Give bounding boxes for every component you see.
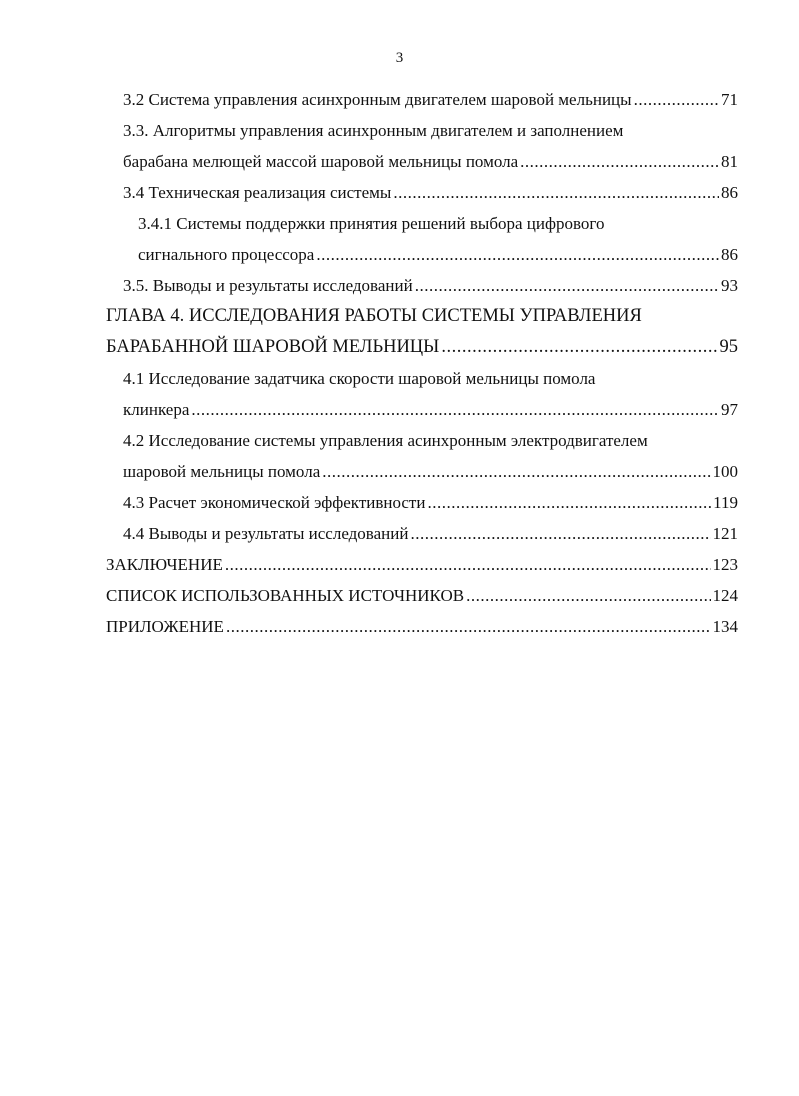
toc-entry (106, 518, 738, 549)
toc-entry-title: клинкера (123, 400, 190, 419)
toc-entry (106, 270, 738, 301)
dot-leader (427, 487, 711, 518)
toc-entry-title: 3.2 Система управления асинхронным двигателем шаровой мельницы (123, 90, 632, 109)
dot-leader (225, 549, 711, 580)
toc-entry (106, 487, 738, 518)
toc-page-number: 100 (712, 462, 738, 481)
toc-page-number: 93 (721, 276, 738, 295)
toc-page-number: 86 (721, 183, 738, 202)
toc-page-number: 123 (712, 555, 738, 574)
toc-entry (106, 363, 738, 425)
toc-page-number: 134 (712, 617, 738, 636)
toc-page-number: 71 (721, 90, 738, 109)
toc-page-number: 121 (712, 524, 738, 543)
toc-page-number: 97 (721, 400, 738, 419)
toc-page-number: 124 (712, 586, 738, 605)
toc-entry-title: сигнального процессора (138, 245, 315, 264)
toc-entry-title: СПИСОК ИСПОЛЬЗОВАННЫХ ИСТОЧНИКОВ (106, 586, 465, 605)
toc-entry-title: 4.2 Исследование системы управления асинхронным электродвигателем (123, 431, 648, 450)
toc-entry-title: 3.4.1 Системы поддержки принятия решений выбора цифрового (138, 214, 605, 233)
toc-entry-title: 4.4 Выводы и результаты исследований (123, 524, 409, 543)
toc-entry-title: ГЛАВА 4. ИССЛЕДОВАНИЯ РАБОТЫ СИСТЕМЫ УПРАВЛЕНИЯ (106, 306, 642, 326)
page-number: 3 (395, 50, 404, 66)
dot-leader (466, 580, 710, 611)
toc-entry-title: 3.4 Техническая реализация системы (123, 183, 392, 202)
toc-entry-title: барабана мелющей массой шаровой мельницы помола (123, 152, 519, 171)
dot-leader (441, 332, 717, 363)
toc-entry (106, 425, 738, 487)
toc-entry (106, 580, 738, 611)
dot-leader (226, 611, 711, 642)
toc-entry (106, 115, 738, 177)
dot-leader (393, 177, 719, 208)
toc-entry-title: 3.5. Выводы и результаты исследований (123, 276, 413, 295)
toc-entry-title: 4.3 Расчет экономической эффективности (123, 493, 426, 512)
dot-leader (191, 394, 719, 425)
toc-entry-title: БАРАБАННОЙ ШАРОВОЙ МЕЛЬНИЦЫ (106, 337, 440, 357)
toc-entry-title: шаровой мельницы помола (123, 462, 321, 481)
toc-entry-title: 4.1 Исследование задатчика скорости шаровой мельницы помола (123, 369, 596, 388)
toc-page-number: 81 (721, 152, 738, 171)
toc-page-number: 86 (721, 245, 738, 264)
dot-leader (520, 146, 719, 177)
toc-entry (106, 84, 738, 115)
dot-leader (316, 239, 719, 270)
table-of-contents (106, 84, 738, 642)
toc-page-number: 95 (719, 337, 738, 357)
dot-leader (322, 456, 710, 487)
toc-entry-title: ПРИЛОЖЕНИЕ (106, 617, 224, 636)
toc-entry (106, 301, 738, 363)
toc-entry-title: 3.3. Алгоритмы управления асинхронным двигателем и заполнением (123, 121, 624, 140)
toc-entry-title: ЗАКЛЮЧЕНИЕ (106, 555, 223, 574)
dot-leader (410, 518, 710, 549)
dot-leader (634, 84, 719, 115)
dot-leader (415, 270, 719, 301)
toc-page-number: 119 (713, 493, 738, 512)
toc-entry (106, 177, 738, 208)
toc-entry (106, 549, 738, 580)
toc-entry (106, 611, 738, 642)
toc-entry (106, 208, 738, 270)
